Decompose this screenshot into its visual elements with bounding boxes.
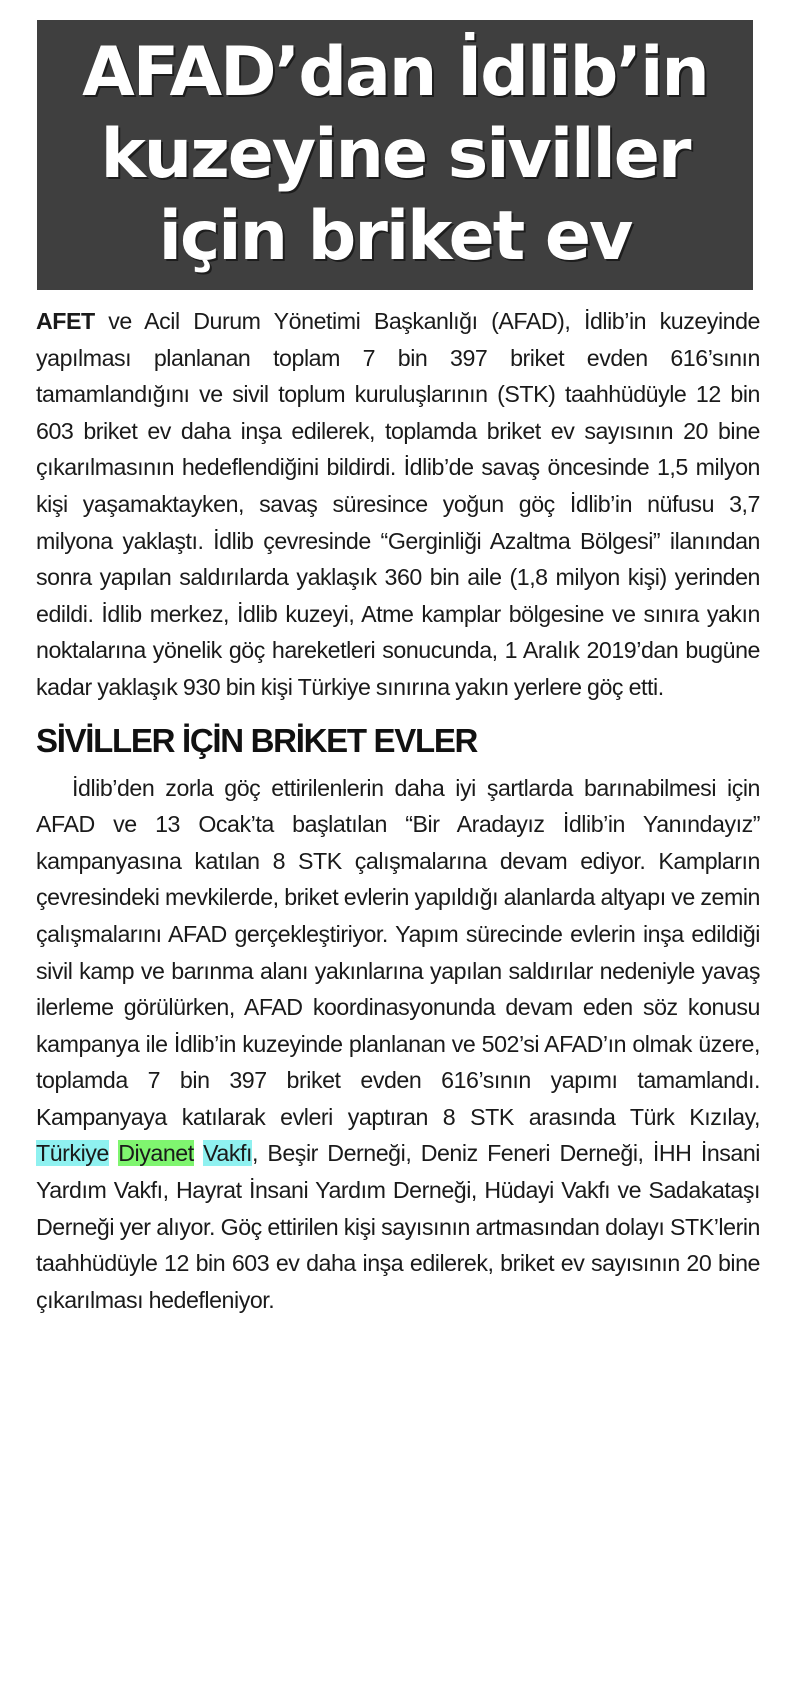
highlight-vakfi: Vakfı — [203, 1140, 252, 1167]
headline-line-2: kuzeyine siviller — [100, 115, 690, 194]
highlight-turkiye: Türkiye — [36, 1140, 109, 1167]
headline-line-3: için briket ev — [158, 197, 632, 276]
headline-banner — [37, 20, 753, 290]
lead-paragraph — [36, 303, 760, 706]
section-heading: SİVİLLER İÇİN BRİKET EVLER — [36, 721, 478, 759]
highlight-diyanet: Diyanet — [118, 1140, 194, 1167]
lead-text: ve Acil Durum Yönetimi Başkanlığı (AFAD), İdlib’in kuzeyinde yapılması planlanan toplam 7 bin 397 briket evden 616’sının tamamlandığını ve sivil toplum kuruluşlarının (STK) taahhüdüyle 12 bin 603 briket ev daha inşa edilerek, toplamda briket ev sayısının 20 bine çıkarılmasının hedeflendiğini bildirdi. İdlib’de savaş öncesinde 1,5 milyon kişi yaşamaktayken, savaş süresince yoğun göç İdlib’in nüfusu 3,7 milyona yaklaştı. İdlib çevresinde “Gerginliği Azaltma Bölgesi” ilanından sonra yapılan saldırılarda yaklaşık 360 bin aile (1,8 milyon kişi) yerinden edildi. İdlib merkez, İdlib kuzeyi, Atme kamplar bölgesine ve sınıra yakın noktalarına yönelik göç hareketleri sonucunda, 1 Aralık 2019’dan bugüne kadar yaklaşık 930 bin kişi Türkiye sınırına yakın yerlere göç etti. — [36, 308, 760, 700]
section-text-before: İdlib’den zorla göç ettirilenlerin daha iyi şartlarda barınabilmesi için AFAD ve 13 Ocak’ta başlatılan “Bir Aradayız İdlib’in Yanındayız” kampanyasına katılan 8 STK çalışmalarına devam ediyor. Kampların çevresindeki mevkilerde, briket evlerin yapıldığı alanlarda altyapı ve zemin çalışmalarını AFAD gerçekleştiriyor. Yapım sürecinde evlerin inşa edildiği sivil kamp ve barınma alanı yakınlarına yapılan saldırılar nedeniyle yavaş ilerleme görülürken, AFAD koordinasyonunda devam eden söz konusu kampanya ile İdlib’in kuzeyinde planlanan ve 502’si AFAD’ın olmak üzere, toplamda 7 bin 397 briket evden 616’sının yapımı tamamlandı. Kampanyaya katılarak evleri yaptıran 8 STK arasında Türk Kızılay, — [36, 774, 760, 1130]
section-text-after: , Beşir Derneği, Deniz Feneri Derneği, İHH İnsani Yardım Vakfı, Hayrat İnsani Yardım Derneği, Hüdayi Vakfı ve Sadakataşı Derneği yer alıyor. Göç ettirilen kişi sayısının artmasından dolayı STK’lerin taahhüdüyle 12 bin 603 ev daha inşa edilerek, briket ev sayısının 20 bine çıkarılması hedefleniyor. — [36, 1140, 761, 1313]
lead-word: AFET — [36, 308, 95, 334]
headline-line-1: AFAD’dan İdlib’in — [82, 33, 708, 112]
section-paragraph — [36, 770, 760, 1319]
article-body — [36, 303, 760, 1318]
